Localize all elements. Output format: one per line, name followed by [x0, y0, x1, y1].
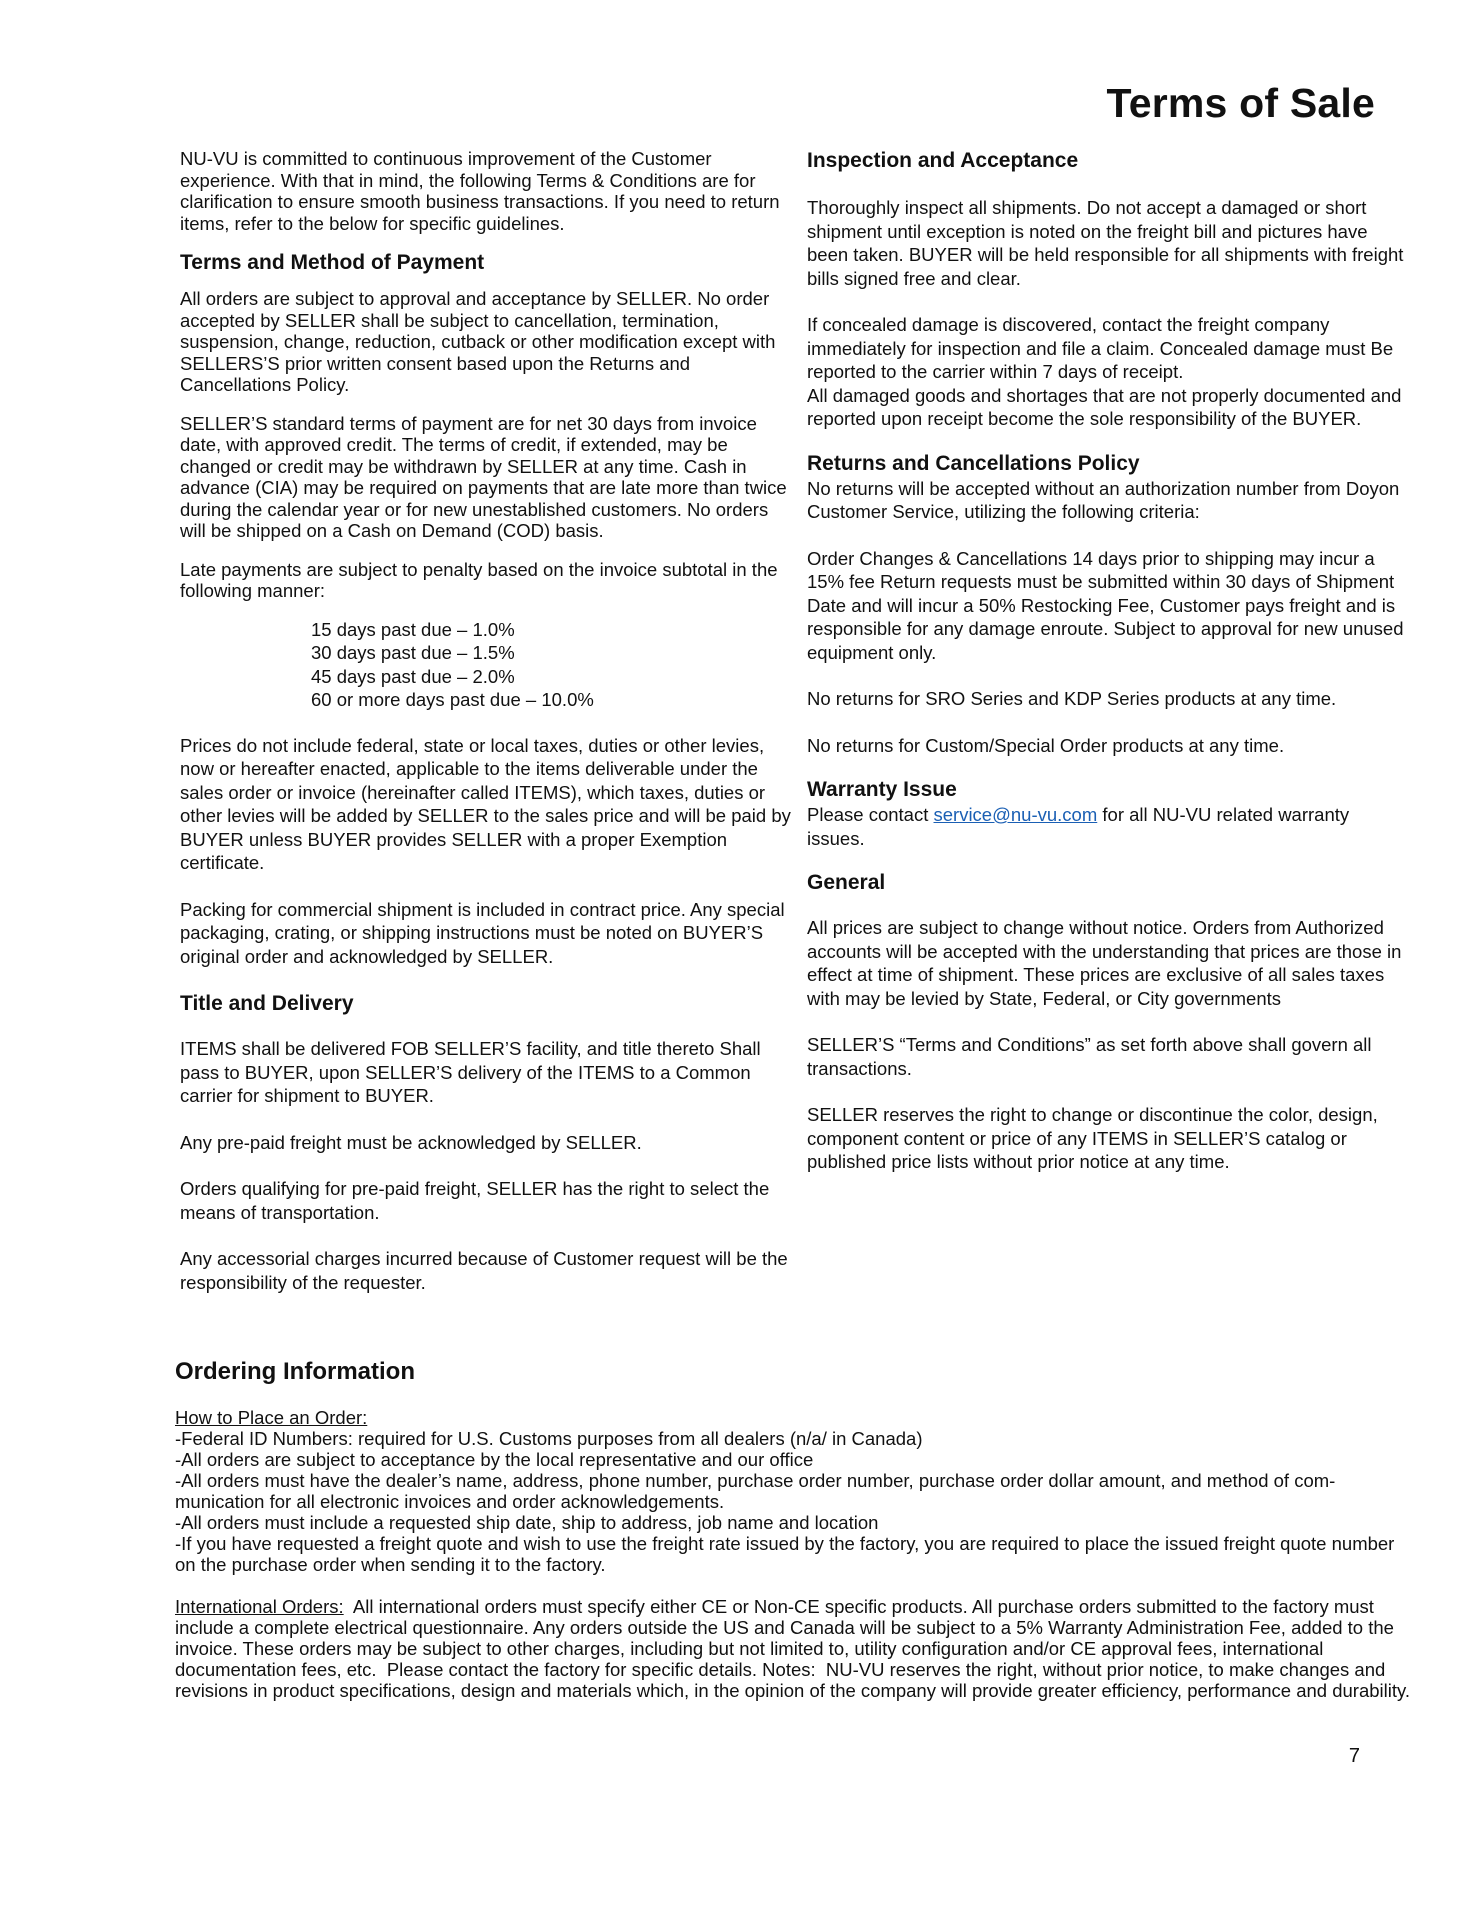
- payment-paragraph-1: All orders are subject to approval and acceptance by SELLER. No order accepted by SELLER shall be subject to cancellation, termination, suspension, change, reduction, cutback or other modification except with SELLERS’S prior written consent based upon the Returns and Cancellations Policy.: [180, 288, 776, 395]
- general-heading: General: [807, 871, 886, 894]
- title-paragraph-3: Orders qualifying for pre-paid freight, SELLER has the right to select the means of transportation.: [180, 1178, 770, 1223]
- how-to-order-item: -All orders must have the dealer’s name, address, phone number, purchase order number, purchase order dollar amount, and method of com-munication for all electronic invoices and order acknowledgements.: [175, 1470, 1336, 1512]
- left-column: [180, 148, 792, 1294]
- warranty-email-link[interactable]: service@nu-vu.com: [933, 804, 1098, 825]
- general-paragraph-2: SELLER’S “Terms and Conditions” as set forth above shall govern all transactions.: [807, 1034, 1372, 1079]
- schedule-item: 45 days past due – 2.0%: [311, 665, 515, 687]
- warranty-text-pre: Please contact: [807, 804, 934, 825]
- schedule-item: 30 days past due – 1.5%: [311, 642, 515, 663]
- title-paragraph-2: Any pre-paid freight must be acknowledged by SELLER.: [180, 1131, 642, 1153]
- returns-paragraph-4: No returns for Custom/Special Order products at any time.: [807, 734, 1285, 756]
- international-orders-label: International Orders:: [175, 1596, 344, 1617]
- ordering-information-section: [175, 1357, 1415, 1701]
- warranty-paragraph: [807, 803, 1407, 850]
- warranty-text-post: for all NU-VU related warranty issues.: [807, 804, 1350, 849]
- page-number: 7: [1348, 1745, 1360, 1767]
- intro-paragraph: NU-VU is committed to continuous improvement of the Customer experience. With that in mind, the following Terms & Conditions are for clarification to ensure smooth business transactions. If you need to return items, refer to the below for specific guidelines.: [180, 148, 780, 234]
- returns-paragraph-3: No returns for SRO Series and KDP Series products at any time.: [807, 688, 1337, 709]
- warranty-heading: Warranty Issue: [807, 778, 957, 801]
- general-paragraph-1: All prices are subject to change without notice. Orders from Authorized accounts will be accepted with the understanding that prices are those in effect at time of shipment. These prices are exclusive of all sales taxes with may be levied by State, Federal, or City governments: [807, 917, 1402, 1009]
- packing-paragraph: Packing for commercial shipment is included in contract price. Any special packaging, crating, or shipping instructions must be noted on BUYER’S original order and acknowledged by SELLER.: [180, 898, 785, 967]
- payment-paragraph-3: Late payments are subject to penalty based on the invoice subtotal in the following manner:: [180, 558, 778, 601]
- late-payment-schedule: [311, 618, 792, 712]
- taxes-paragraph: Prices do not include federal, state or local taxes, duties or other levies, now or hereafter enacted, applicable to the items deliverable under the sales order or invoice (hereinafter called ITEMS), which taxes, duties or other levies will be added by SELLER to the sales price and will be paid by BUYER unless BUYER provides SELLER with a proper Exemption certificate.: [180, 734, 791, 873]
- inspection-paragraph-2: If concealed damage is discovered, contact the freight company immediately for inspection and file a claim. Concealed damage must Be reported to the carrier within 7 days of receipt.: [807, 314, 1394, 382]
- how-to-order-item: -If you have requested a freight quote and wish to use the freight rate issued by the factory, you are required to place the issued freight quote number on the purchase order when sending it to the factory.: [175, 1533, 1395, 1575]
- schedule-item: 60 or more days past due – 10.0%: [311, 689, 594, 710]
- title-delivery-heading: Title and Delivery: [180, 992, 354, 1015]
- payment-heading: Terms and Method of Payment: [180, 251, 485, 274]
- how-to-order-item: -All orders are subject to acceptance by the local representative and our office: [175, 1449, 814, 1470]
- title-paragraph-1: ITEMS shall be delivered FOB SELLER’S facility, and title thereto Shall pass to BUYER, upon SELLER’S delivery of the ITEMS to a Common carrier for shipment to BUYER.: [180, 1038, 761, 1106]
- schedule-item: 15 days past due – 1.0%: [311, 618, 515, 640]
- title-paragraph-4: Any accessorial charges incurred because of Customer request will be the responsibility of the requester.: [180, 1248, 788, 1293]
- general-paragraph-3: SELLER reserves the right to change or discontinue the color, design, component content or price of any ITEMS in SELLER’S catalog or published price lists without prior notice at any time.: [807, 1104, 1378, 1172]
- how-to-order-label: How to Place an Order:: [175, 1407, 368, 1428]
- inspection-paragraph-1: Thoroughly inspect all shipments. Do not accept a damaged or short shipment until exception is noted on the freight bill and pictures have been taken. BUYER will be held responsible for all shipments with freight bills signed free and clear.: [807, 197, 1404, 289]
- how-to-order-item: -Federal ID Numbers: required for U.S. Customs purposes from all dealers (n/a/ in Canada): [175, 1428, 923, 1449]
- international-orders-paragraph: [175, 1596, 1415, 1701]
- page-title: Terms of Sale: [1106, 80, 1375, 126]
- returns-paragraph-1: No returns will be accepted without an authorization number from Doyon Customer Service, utilizing the following criteria:: [807, 477, 1400, 522]
- right-column: [807, 148, 1407, 1174]
- international-orders-text: All international orders must specify either CE or Non-CE specific products. All purchase orders submitted to the factory must include a complete electrical questionnaire. Any orders outside the US and Canada will be subject to a 5% Warranty Administration Fee, added to the invoice. These orders may be subject to other charges, including but not limited to, utility configuration and/or CE approval fees, international documentation fees, etc. Please contact the factory for specific details. Notes: NU-VU reserves the right, without prior notice, to make changes and revisions in product specifications, design and materials which, in the opinion of the company will provide greater efficiency, performance and durability.: [175, 1596, 1411, 1701]
- returns-heading: Returns and Cancellations Policy: [807, 451, 1140, 475]
- returns-paragraph-2: Order Changes & Cancellations 14 days prior to shipping may incur a 15% fee Return requests must be submitted within 30 days of Shipment Date and will incur a 50% Restocking Fee, Customer pays freight and is responsible for any damage enroute. Subject to approval for new unused equipment only.: [807, 547, 1404, 663]
- payment-paragraph-2: SELLER’S standard terms of payment are for net 30 days from invoice date, with approved credit. The terms of credit, if extended, may be changed or credit may be withdrawn by SELLER at any time. Cash in advance (CIA) may be required on payments that are late more than twice during the calendar year or for new unestablished customers. No orders will be shipped on a Cash on Demand (COD) basis.: [180, 412, 787, 541]
- how-to-order-item: -All orders must include a requested ship date, ship to address, job name and location: [175, 1512, 879, 1533]
- inspection-paragraph-3: All damaged goods and shortages that are not properly documented and reported upon receipt become the sole responsibility of the BUYER.: [807, 384, 1402, 429]
- inspection-heading: Inspection and Acceptance: [807, 149, 1079, 172]
- ordering-heading: Ordering Information: [175, 1358, 415, 1385]
